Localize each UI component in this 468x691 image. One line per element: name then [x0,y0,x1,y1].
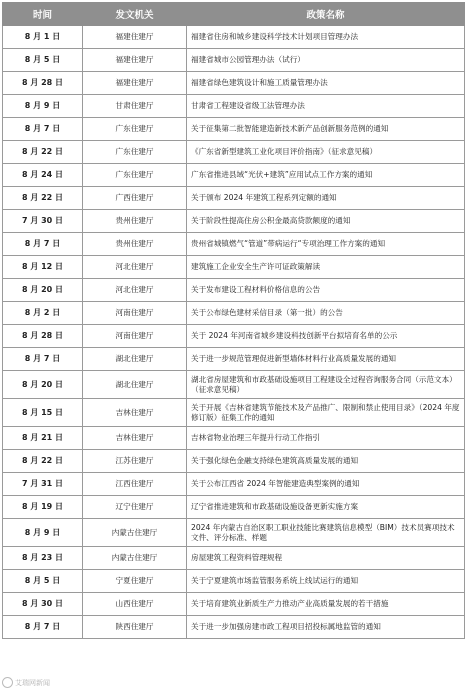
cell-org: 江苏住建厅 [83,450,187,473]
cell-org: 辽宁住建厅 [83,496,187,519]
table-row [3,450,465,473]
cell-org: 福建住建厅 [83,49,187,72]
cell-org: 湖北住建厅 [83,371,187,399]
cell-title: 关于发布建设工程材料价格信息的公告 [187,279,465,302]
header-title: 政策名称 [187,3,465,26]
cell-title: 建筑施工企业安全生产许可证政策解读 [187,256,465,279]
header-org: 发文机关 [83,3,187,26]
cell-title: 关于公布江西省 2024 年智能建造典型案例的通知 [187,473,465,496]
table-row [3,118,465,141]
table-row [3,570,465,593]
cell-date: 8 月 21 日 [3,427,83,450]
cell-org: 贵州住建厅 [83,210,187,233]
cell-date: 8 月 19 日 [3,496,83,519]
cell-date: 8 月 22 日 [3,187,83,210]
cell-title: 关于 2024 年河南省城乡建设科技创新平台拟培育名单的公示 [187,325,465,348]
table-row [3,399,465,427]
cell-title: 关于培育建筑业新质生产力推动产业高质量发展的若干措施 [187,593,465,616]
cell-title: 关于公布绿色建材采信目录（第一批）的公告 [187,302,465,325]
cell-date: 8 月 28 日 [3,325,83,348]
cell-title: 辽宁省推进建筑和市政基础设施设备更新实施方案 [187,496,465,519]
table-row [3,593,465,616]
cell-date: 8 月 9 日 [3,519,83,547]
cell-date: 7 月 30 日 [3,210,83,233]
cell-title: 广东省推进县域“光伏+建筑”应用试点工作方案的通知 [187,164,465,187]
cell-date: 8 月 1 日 [3,26,83,49]
table-row [3,302,465,325]
table-row [3,26,465,49]
table-row [3,371,465,399]
cell-org: 河南住建厅 [83,325,187,348]
cell-date: 8 月 28 日 [3,72,83,95]
table-row [3,256,465,279]
cell-date: 7 月 31 日 [3,473,83,496]
table-row [3,473,465,496]
cell-title: 关于阶段性提高住房公积金最高贷款额度的通知 [187,210,465,233]
cell-org: 广东住建厅 [83,164,187,187]
table-row [3,141,465,164]
cell-title: 福建省住房和城乡建设科学技术计划项目管理办法 [187,26,465,49]
cell-date: 8 月 5 日 [3,49,83,72]
cell-org: 吉林住建厅 [83,427,187,450]
cell-org: 湖北住建厅 [83,348,187,371]
cell-date: 8 月 7 日 [3,118,83,141]
cell-date: 8 月 20 日 [3,279,83,302]
cell-org: 河北住建厅 [83,256,187,279]
table-row [3,427,465,450]
cell-date: 8 月 7 日 [3,348,83,371]
cell-org: 内蒙古住建厅 [83,547,187,570]
watermark [2,677,50,688]
cell-date: 8 月 22 日 [3,450,83,473]
cell-org: 吉林住建厅 [83,399,187,427]
table-row [3,325,465,348]
cell-title: 2024 年内蒙古自治区职工职业技能比赛建筑信息模型（BIM）技术员赛项技术文件、评分标准、样题 [187,519,465,547]
cell-org: 广东住建厅 [83,118,187,141]
table-row [3,348,465,371]
cell-org: 河南住建厅 [83,302,187,325]
cell-org: 福建住建厅 [83,26,187,49]
table-row [3,496,465,519]
table-row [3,616,465,639]
cell-date: 8 月 22 日 [3,141,83,164]
cell-title: 关于征集第二批智能建造新技术新产品创新服务范例的通知 [187,118,465,141]
cell-org: 宁夏住建厅 [83,570,187,593]
cell-title: 福建省城市公园管理办法（试行） [187,49,465,72]
policy-table [2,2,465,639]
cell-title: 吉林省物业治理三年提升行动工作指引 [187,427,465,450]
cell-org: 江西住建厅 [83,473,187,496]
table-header-row [3,3,465,26]
cell-org: 山西住建厅 [83,593,187,616]
table-row [3,164,465,187]
cell-org: 内蒙古住建厅 [83,519,187,547]
table-row [3,72,465,95]
table-row [3,279,465,302]
cell-title: 关于开展《吉林省建筑节能技术及产品推广、限制和禁止使用目录》（2024 年度修订版）征集工作的通知 [187,399,465,427]
cell-org: 陕西住建厅 [83,616,187,639]
cell-title: 关于宁夏建筑市场监管服务系统上线试运行的通知 [187,570,465,593]
watermark-text: 艾瑞网新闻 [15,678,50,687]
table-row [3,95,465,118]
cell-org: 广东住建厅 [83,141,187,164]
cell-title: 关于强化绿色金融支持绿色建筑高质量发展的通知 [187,450,465,473]
cell-date: 8 月 7 日 [3,616,83,639]
cell-org: 广西住建厅 [83,187,187,210]
cell-title: 房屋建筑工程资料管理规程 [187,547,465,570]
cell-title: 甘肃省工程建设省级工法管理办法 [187,95,465,118]
cell-date: 8 月 20 日 [3,371,83,399]
cell-title: 关于进一步规范管理促进新型墙体材料行业高质量发展的通知 [187,348,465,371]
cell-title: 福建省绿色建筑设计和施工质量管理办法 [187,72,465,95]
cell-title: 湖北省房屋建筑和市政基础设施项目工程建设全过程咨询服务合同（示范文本）（征求意见稿） [187,371,465,399]
cell-title: 《广东省新型建筑工业化项目评价指南》（征求意见稿） [187,141,465,164]
cell-date: 8 月 9 日 [3,95,83,118]
header-time: 时间 [3,3,83,26]
table-row [3,187,465,210]
table-row [3,210,465,233]
cell-org: 贵州住建厅 [83,233,187,256]
cell-org: 河北住建厅 [83,279,187,302]
cell-org: 甘肃住建厅 [83,95,187,118]
cell-title: 贵州省城镇燃气“管道”带病运行“专项治理工作方案的通知 [187,233,465,256]
cell-date: 8 月 30 日 [3,593,83,616]
table-row [3,547,465,570]
table-row [3,233,465,256]
cell-date: 8 月 12 日 [3,256,83,279]
cell-date: 8 月 7 日 [3,233,83,256]
cell-title: 关于进一步加强房建市政工程项目招投标属地监管的通知 [187,616,465,639]
cell-date: 8 月 15 日 [3,399,83,427]
cell-title: 关于颁布 2024 年建筑工程系列定额的通知 [187,187,465,210]
table-row [3,519,465,547]
cell-date: 8 月 2 日 [3,302,83,325]
cell-date: 8 月 24 日 [3,164,83,187]
cell-date: 8 月 5 日 [3,570,83,593]
cell-date: 8 月 23 日 [3,547,83,570]
table-row [3,49,465,72]
cell-org: 福建住建厅 [83,72,187,95]
watermark-logo-icon [2,677,13,688]
